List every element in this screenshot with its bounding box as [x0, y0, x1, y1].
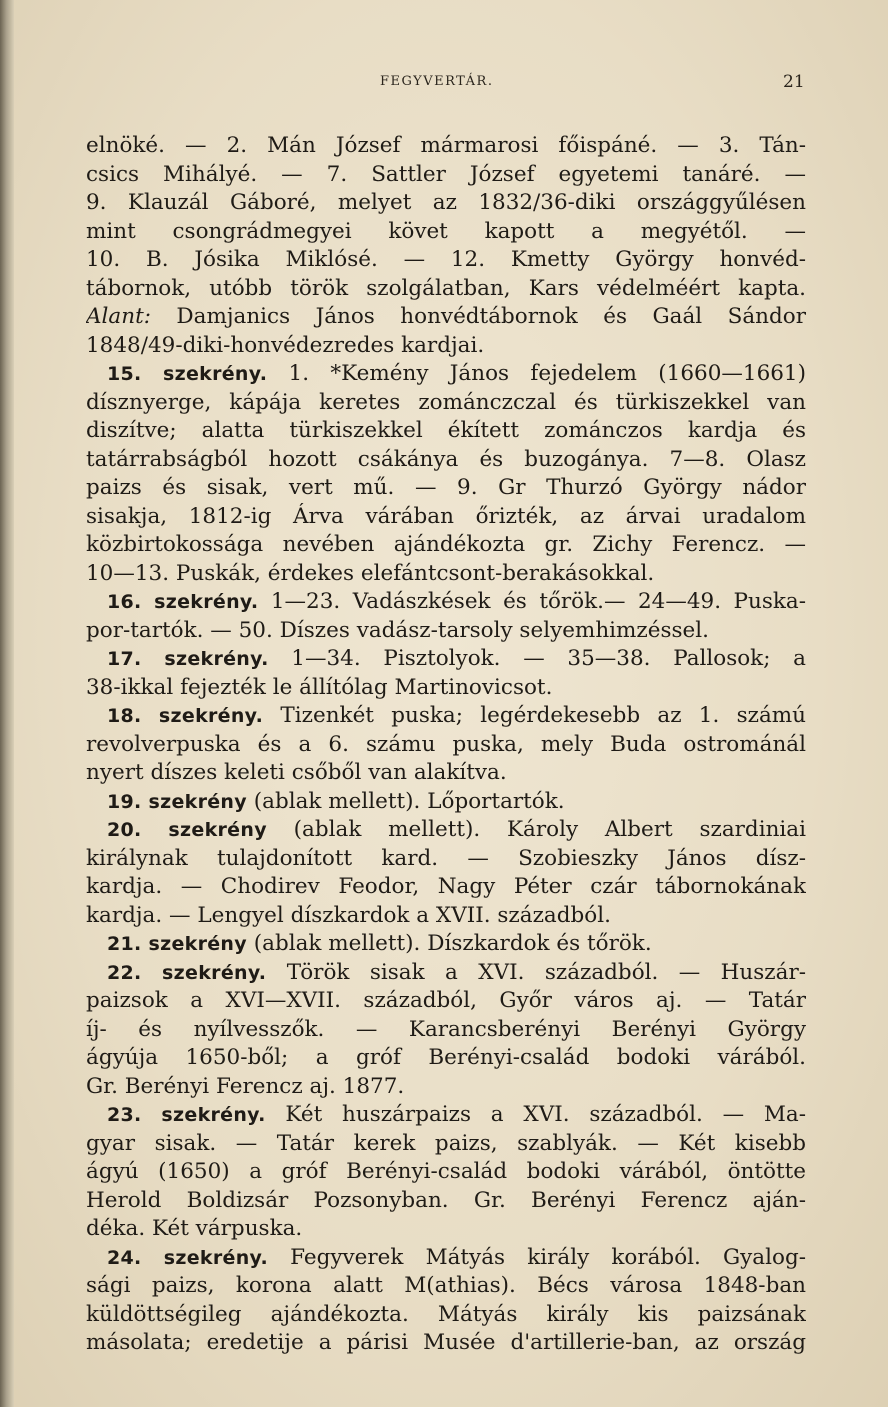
text-line [86, 161, 806, 190]
line-text: dísznyerge, kápája keretes zománczczal és türkiszekkel van [86, 389, 806, 415]
line-text: sági paizs, korona alatt M(athias). Bécs városa 1848-ban [86, 1273, 806, 1298]
line-text: (ablak mellett). Károly Albert szardiniai [266, 817, 806, 842]
line-text: tábornok, utóbb török szolgálatban, Kars védelméért kapta. [86, 275, 806, 301]
text-line [86, 873, 806, 902]
line-text: 1—23. Vadászkések és tőrök.— 24—49. Puska- [258, 589, 806, 614]
line-text: por-tartók. — 50. Díszes vadász-tarsoly selyemhimzéssel. [86, 617, 709, 643]
line-text: 10. B. Jósika Miklósé. — 12. Kmetty György honvéd- [86, 247, 806, 272]
text-line [86, 617, 806, 646]
line-text: Török sisak a XVI. századból. — Huszár- [266, 959, 806, 985]
text-line [86, 987, 806, 1016]
text-line [86, 1329, 806, 1358]
entry-heading-line [86, 645, 806, 674]
text-line [86, 1301, 806, 1330]
line-text: küldöttségileg ajándékozta. Mátyás király kis paizsának [86, 1301, 806, 1327]
italic-lead: Alant: [86, 304, 151, 329]
cabinet-label: 20. szekrény [107, 819, 267, 841]
body-text [86, 132, 806, 1358]
entry-heading-line [86, 788, 806, 817]
entry-heading-line [86, 702, 806, 731]
line-text: 1—34. Pisztolyok. — 35—38. Pallosok; a [268, 646, 806, 671]
text-line [86, 1016, 806, 1045]
cabinet-label: 15. szekrény. [107, 363, 268, 385]
line-text: íj- és nyílvesszők. — Karancsberényi Berényi György [86, 1016, 806, 1042]
text-line [86, 474, 806, 503]
line-text: királynak tulajdonított kard. — Szobieszky János dísz- [86, 845, 806, 871]
line-text: közbirtokossága nevében ajándékozta gr. Zichy Ferencz. — [86, 532, 806, 557]
text-line [86, 503, 806, 532]
line-text: kardja. — Lengyel díszkardok a XVII. századból. [86, 902, 611, 928]
text-line [86, 845, 806, 874]
text-line [86, 189, 806, 218]
entry-heading-line [86, 930, 806, 959]
text-line [86, 1215, 806, 1244]
text-line [86, 1044, 806, 1073]
text-line [86, 1158, 806, 1187]
line-text: (ablak mellett). Lőportartók. [246, 788, 565, 814]
line-text: paizs és sisak, vert mű. — 9. Gr Thurzó György nádor [86, 475, 806, 500]
text-line [86, 1272, 806, 1301]
entry-heading-line [86, 588, 806, 617]
text-line [86, 389, 806, 418]
cabinet-label: 18. szekrény. [107, 705, 264, 727]
cabinet-label: 16. szekrény. [107, 591, 259, 613]
text-line [86, 218, 806, 247]
line-text: nyert díszes keleti csőből van alakítva. [86, 760, 507, 785]
text-line [86, 1187, 806, 1216]
entry-heading-line [86, 959, 806, 988]
text-line [86, 446, 806, 475]
text-line [86, 132, 806, 161]
line-text: Két huszárpaizs a XVI. századból. — Ma- [265, 1102, 806, 1127]
line-text: gyar sisak. — Tatár kerek paizs, szablyák. — Két kisebb [86, 1130, 806, 1156]
line-text: tatárrabságból hozott csákánya és buzogánya. 7—8. Olasz [86, 446, 806, 472]
cabinet-label: 19. szekrény [107, 790, 247, 813]
running-head-title: FEGYVERTÁR. [380, 74, 494, 89]
line-text: Gr. Berényi Ferencz aj. 1877. [86, 1073, 405, 1099]
line-text: sisakja, 1812-ig Árva várában őrizték, az árvai uradalom [86, 503, 806, 529]
text-line [86, 731, 806, 760]
line-text: (ablak mellett). Díszkardok és tőrök. [246, 931, 652, 956]
binding-edge [0, 0, 14, 1407]
text-line [86, 902, 806, 931]
text-line [86, 759, 806, 788]
page-number: 21 [783, 72, 805, 92]
cabinet-label: 24. szekrény. [107, 1246, 269, 1269]
line-text: déka. Két várpuska. [86, 1216, 303, 1241]
text-line [86, 417, 806, 446]
line-text: Herold Boldizsár Pozsonyban. Gr. Berényi Ferencz aján- [86, 1187, 806, 1213]
entry-heading-line [86, 816, 806, 845]
cabinet-label: 21. szekrény [107, 933, 247, 955]
text-line [86, 560, 806, 589]
entry-heading-line [86, 1244, 806, 1273]
line-text: Damjanics János honvédtábornok és Gaál Sándor [150, 304, 806, 329]
text-line [86, 303, 806, 332]
line-text: Tizenkét puska; legérdekesebb az 1. számú [263, 703, 806, 728]
line-text: 1848/49-diki-honvédezredes kardjai. [86, 332, 485, 358]
line-text: paizsok a XVI—XVII. századból, Győr város aj. — Tatár [86, 988, 806, 1013]
line-text: kardja. — Chodirev Feodor, Nagy Péter czár tábornokának [86, 874, 806, 899]
entry-heading-line [86, 360, 806, 389]
line-text: 10—13. Puskák, érdekes elefántcsont-berakásokkal. [86, 560, 655, 586]
line-text: ágyú (1650) a gróf Berényi-család bodoki várából, öntötte [86, 1159, 806, 1184]
line-text: mint csongrádmegyei követ kapott a megyétől. — [86, 218, 806, 244]
line-text: revolverpuska és a 6. számu puska, mely Buda ostrománál [86, 731, 806, 757]
line-text: csics Mihályé. — 7. Sattler József egyetemi tanáré. — [86, 161, 806, 187]
text-line [86, 1073, 806, 1102]
line-text: 9. Klauzál Gáboré, melyet az 1832/36-diki országgyűlésen [86, 190, 806, 215]
text-line [86, 332, 806, 361]
text-line [86, 275, 806, 304]
text-line [86, 531, 806, 560]
line-text: Fegyverek Mátyás király korából. Gyalog- [268, 1244, 806, 1270]
line-text: diszítve; alatta türkiszekkel ékített zománczos kardja és [86, 418, 806, 443]
cabinet-label: 17. szekrény. [107, 648, 269, 670]
running-head [0, 74, 888, 98]
line-text: 38-ikkal fejezték le állítólag Martinovicsot. [86, 674, 553, 700]
cabinet-label: 22. szekrény. [107, 961, 267, 984]
entry-heading-line [86, 1101, 806, 1130]
line-text: másolata; eredetije a párisi Musée d'artillerie-ban, az ország [86, 1330, 806, 1355]
cabinet-label: 23. szekrény. [107, 1104, 266, 1126]
text-line [86, 246, 806, 275]
line-text: ágyúja 1650-ből; a gróf Berényi-család bodoki várából. [86, 1045, 806, 1070]
line-text: elnöké. — 2. Mán József mármarosi főispáné. — 3. Tán- [86, 133, 806, 158]
text-line [86, 674, 806, 703]
text-line [86, 1130, 806, 1159]
line-text: 1. *Kemény János fejedelem (1660—1661) [267, 361, 806, 386]
